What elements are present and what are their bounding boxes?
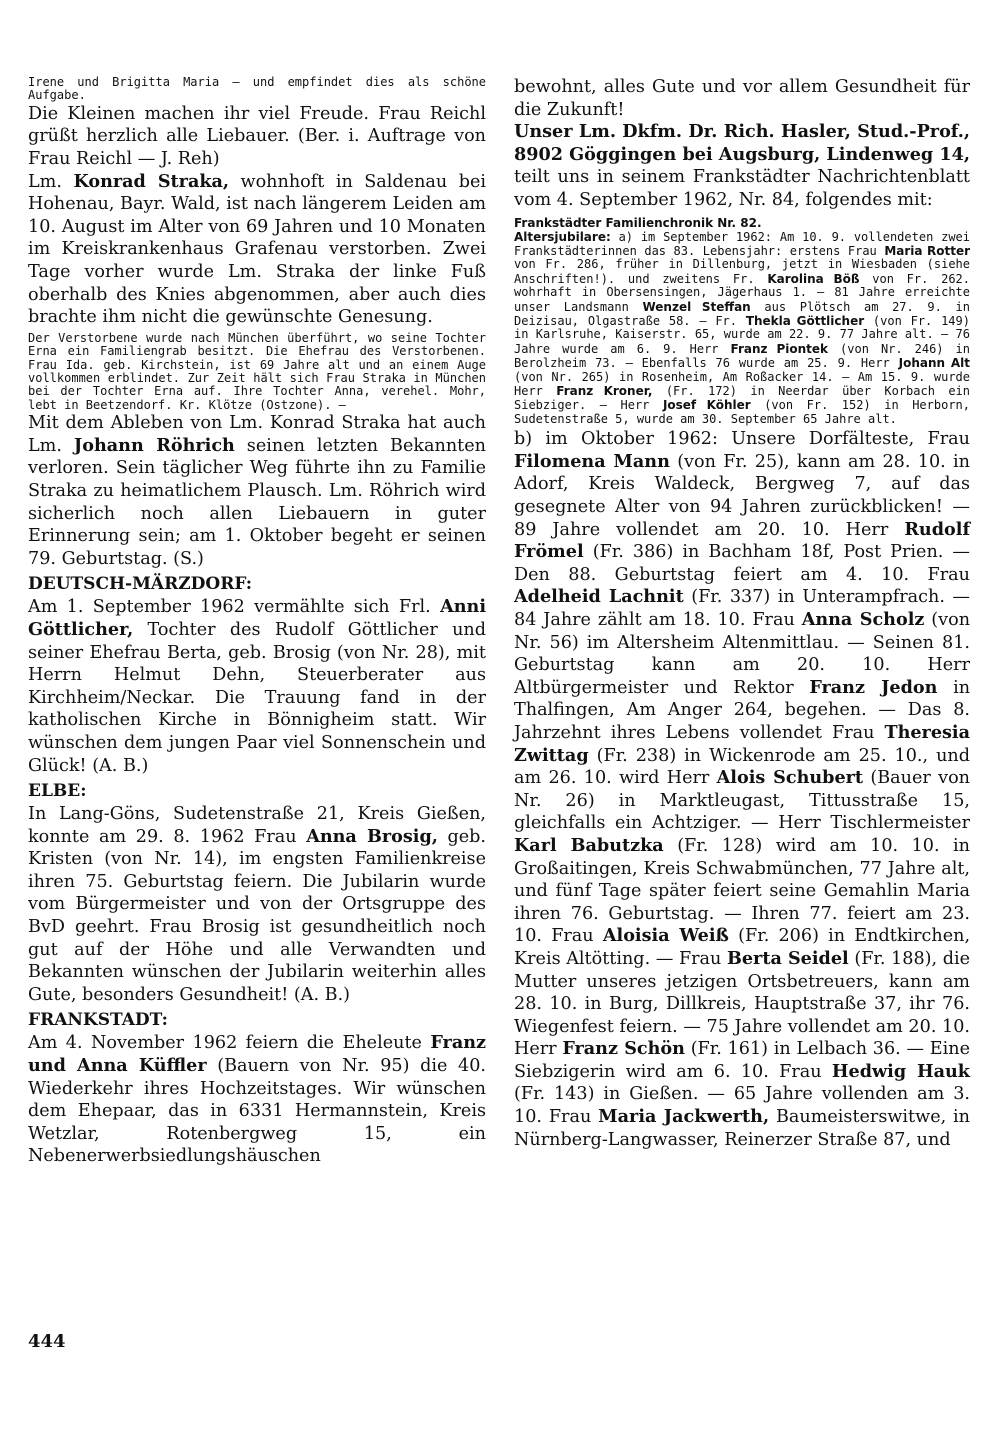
- text: Tochter des Rudolf Göttlicher und seiner Ehefrau Berta, geb. Brosig (von Nr. 28), mit Herrn Helmut Dehn, Steuerberater aus Kirchheim/Neckar. Die Trauung fand in der katholischen Kirche in Bönnigheim statt. Wir wünschen dem jungen Paar viel Sonnenschein und Glück! (A. B.): [28, 619, 487, 776]
- text: (von Nr. 246) in Berolzheim 73. — Ebenfalls 76 wurde am 25. 9. Herr: [514, 341, 970, 371]
- person-name: Johann Alt: [898, 356, 970, 371]
- person-name: Filomena Mann: [514, 450, 670, 472]
- text: a) im September 1962: Am 10. 9. vollendeten zwei Frankstädterinnen das 83. Lebensjahr: erstens Frau: [514, 229, 970, 258]
- text: b) im Oktober 1962: Unsere Dorfälteste, Frau: [514, 429, 970, 450]
- text: (Fr. 128) wird am 10. 10. in Großaitingen, Kreis Schwabmünchen, 77 Jahre alt, und fünf Tage später feiert seine Gemahlin Maria ihren 76. Geburtstag. — Ihren 77. feiert am 23. 10. Frau: [514, 835, 971, 947]
- person-name: Wenzel Steffan: [642, 299, 751, 314]
- person-name: Franz Piontek: [730, 341, 829, 356]
- person-name: Maria Rotter: [884, 243, 971, 258]
- text: Mit dem Ableben von Lm. Konrad Straka hat auch Lm.: [28, 413, 486, 456]
- paragraph-goettlicher: [28, 596, 486, 777]
- text: (Fr. 337) in Unterampfrach. — 84 Jahre zählt am 18. 10. Frau: [514, 587, 971, 630]
- person-name: Unser Lm. Dkfm. Dr. Rich. Hasler, Stud.-Prof., 8902 Göggingen bei Augsburg, Lindenweg 14,: [514, 121, 970, 165]
- paragraph-continuation: bewohnt, alles Gute und vor allem Gesundheit für die Zukunft!: [514, 77, 970, 120]
- person-name: Franz Jedon: [809, 676, 938, 698]
- text: (von Nr. 56) im Altersheim Altenmittlau. — Seinen 81. Geburtstag kann am 20. 10. Herr Altbürgermeister und Rektor: [514, 610, 971, 698]
- person-name: Rudolf Frömel: [514, 518, 971, 563]
- text: Am 4. November 1962 feiern die Eheleute: [28, 1033, 422, 1054]
- text: (von Fr. 149) in Karlsruhe, Kaiserstr. 65, wurde am 22. 9. 77 Jahre alt. — 76 Jahre wurde am 6. 9. Herr: [514, 314, 970, 356]
- person-name: Alois Schubert: [716, 767, 864, 789]
- person-name: Franz und Anna Küffler: [28, 1032, 487, 1077]
- person-name: Karolina Böß: [767, 271, 860, 286]
- text: von Fr. 262. wohrhaft in Obersensingen, Jägerhaus 1. — 81 Jahre erreichte unser Landsmann: [514, 271, 971, 314]
- person-name: Franz Schön: [562, 1038, 685, 1060]
- text: (Fr. 238) in Wickenrode am 25. 10., und am 26. 10. wird Herr: [514, 745, 970, 789]
- text: Baumeisterswitwe, in Nürnberg-Langwasser, Reinerzer Straße 87, und: [514, 1107, 971, 1150]
- paragraph-october-jubilees: [514, 428, 970, 1151]
- text: (Bauern von Nr. 95) die 40. Wiederkehr ihres Hochzeitstages. Wir wünschen dem Ehepaar, das in 6331 Hermannstein, Kreis Wetzlar, Rotenbergweg 15, ein Nebenerwerbsiedlungshäuschen: [28, 1056, 487, 1167]
- person-name: Aloisia Weiß: [602, 925, 729, 947]
- person-name: Anna Scholz: [801, 609, 925, 630]
- text: Am 1. September 1962 vermählte sich Frl.: [28, 597, 431, 618]
- left-column: [28, 76, 486, 1168]
- text: geb. Kristen (von Nr. 14), im engsten Familienkreise ihren 75. Geburtstag feiern. Die Jubilarin wurde vom Bürgermeister und von der Ortsgruppe des BvD geehrt. Frau Brosig ist gesundheitlich noch gut auf der Höhe und alle Verwandten und Bekannten wünschen der Jubilarin weiterhin alles Gute, besonders Gesundheit! (A. B.): [28, 826, 487, 1005]
- text: (Fr. 188), die Mutter unseres jetzigen Ortsbetreuers, kann am 28. 10. in Burg, Dillkreis, Hauptstraße 37, ihr 76. Wiegenfest feiern. — 75 Jahre vollendet am 20. 10. Herr: [514, 948, 970, 1060]
- paragraph-hasler: [514, 121, 970, 211]
- text: (von Nr. 265) in Rosenheim, Am Roßacker 14. — Am 15. 9. wurde Herr: [514, 369, 970, 399]
- page-number: 444: [28, 1331, 66, 1352]
- label: Altersjubilare:: [514, 229, 611, 244]
- paragraph-reichl: Die Kleinen machen ihr viel Freude. Frau Reichl grüßt herzlich alle Liebauer. (Ber. i. Auftrage von Frau Reichl — J. Reh): [28, 103, 486, 169]
- section-heading-deutsch-maerzdorf: DEUTSCH-MÄRZDORF:: [28, 574, 253, 595]
- person-name: Thekla Göttlicher: [745, 314, 865, 328]
- person-name: Anna Brosig,: [306, 825, 438, 847]
- text: (Fr. 143) in Gießen. — 65 Jahre vollenden am 3. 10. Frau: [514, 1084, 970, 1128]
- paragraph-intro: Irene und Brigitta Maria — und empfindet dies als schöne Aufgabe.: [28, 75, 486, 103]
- person-name: Theresia Zwittag: [514, 721, 971, 766]
- text: (von Fr. 25), kann am 28. 10. in Adorf, Kreis Waldeck, Bergweg 7, auf das gesegnete Alter von 94 Jahren zurückblicken! — 89 Jahre vollendet am 20. 10. Herr: [514, 451, 970, 540]
- person-name: Maria Jackwerth,: [598, 1106, 770, 1128]
- person-name: Hedwig Hauk: [831, 1060, 970, 1082]
- text: (Fr. 386) in Bachham 18f, Post Prien. — Den 88. Geburtstag feiert am 4. 10. Frau: [514, 542, 970, 585]
- person-name: Franz Kroner,: [556, 384, 653, 399]
- person-name: Adelheid Lachnit: [514, 586, 684, 608]
- paragraph-straka: [28, 171, 486, 329]
- person-name: Johann Röhrich: [73, 434, 235, 456]
- text: von Fr. 286, früher in Dillenburg, jetzt in Wiesbaden (siehe Anschriften!). und zweitens Fr.: [514, 257, 970, 286]
- person-name: Konrad Straka,: [73, 170, 230, 192]
- person-name: Karl Babutzka: [514, 834, 664, 856]
- paragraph-roehrich: [28, 412, 486, 570]
- person-name: Josef Köhler: [662, 398, 751, 413]
- text: aus Plötsch am 27. 9. in Deizisau, Olgastraße 58. — Fr.: [514, 299, 970, 328]
- text: Lm.: [28, 171, 62, 192]
- person-name: Berta Seidel: [726, 947, 849, 969]
- text: (Fr. 161) in Lelbach 36. — Eine Siebzigerin wird am 6. 10. Frau: [514, 1039, 971, 1082]
- section-heading-frankstadt: FRANKSTADT:: [28, 1010, 168, 1031]
- text: in Thalfingen, Am Anger 264, begehen. — Das 8. Jahrzehnt ihres Lebens vollendet Frau: [514, 677, 971, 743]
- paragraph-september-jubilees: [514, 230, 970, 427]
- text: teilt uns in seinem Frankstädter Nachrichtenblatt vom 4. September 1962, Nr. 84, folgendes mit:: [514, 167, 970, 210]
- text: (Fr. 172) in Neerdar über Korbach ein Siebziger. — Herr: [514, 384, 970, 413]
- text: (Bauer von Nr. 26) in Marktleugast, Tittusstraße 15, gleichfalls ein Achtziger. — Herr Tischlermeister: [514, 768, 971, 834]
- text: In Lang-Göns, Sudetenstraße 21, Kreis Gießen, konnte am 29. 8. 1962 Frau: [28, 804, 486, 847]
- paragraph-deceased: Der Verstorbene wurde nach München überführt, wo seine Tochter Erna ein Familiengrab besitzt. Die Ehefrau des Verstorbenen. Frau Ida. geb. Kirchstein, ist 69 Jahre alt und an einem Auge vollkommen erblindet. Zur Zeit hält sich Frau Straka in München bei der Tochter Erna auf. Ihre Tochter Anna, verehel. Mohr, lebt in Beetzendorf. Kr. Klötze (Ostzone). —: [28, 330, 486, 412]
- text: seinen letzten Bekannten verloren. Sein täglicher Weg führte ihn zu Familie Straka zu heimatlichem Plausch. Lm. Röhrich wird sicherlich noch allen Liebauern in guter Erinnerung sein; am 1. Oktober begeht er seinen 79. Geburtstag. (S.): [28, 435, 486, 569]
- text: (von Fr. 152) in Herborn, Sudetenstraße 5, wurde am 30. September 65 Jahre alt.: [514, 398, 970, 426]
- person-name: Anni Göttlicher,: [28, 596, 487, 640]
- paragraph-kueffler: [28, 1032, 486, 1168]
- text: (Fr. 206) in Endtkirchen, Kreis Altötting. — Frau: [514, 926, 971, 969]
- paragraph-brosig: [28, 803, 486, 1006]
- right-column: [514, 76, 970, 1151]
- section-heading-elbe: ELBE:: [28, 781, 87, 802]
- chronicle-title: Frankstädter Familienchronik Nr. 82.: [514, 215, 762, 230]
- text: wohnhoft in Saldenau bei Hohenau, Bayr. Wald, ist nach längerem Leiden am 10. August im Alter von 69 Jahren und 10 Monaten im Kreiskrankenhaus Grafenau verstorben. Zwei Tage vorher wurde Lm. Straka der linke Fuß oberhalb des Knies abgenommen, aber auch dies brachte ihm nicht die gewünschte Genesung.: [28, 171, 486, 328]
